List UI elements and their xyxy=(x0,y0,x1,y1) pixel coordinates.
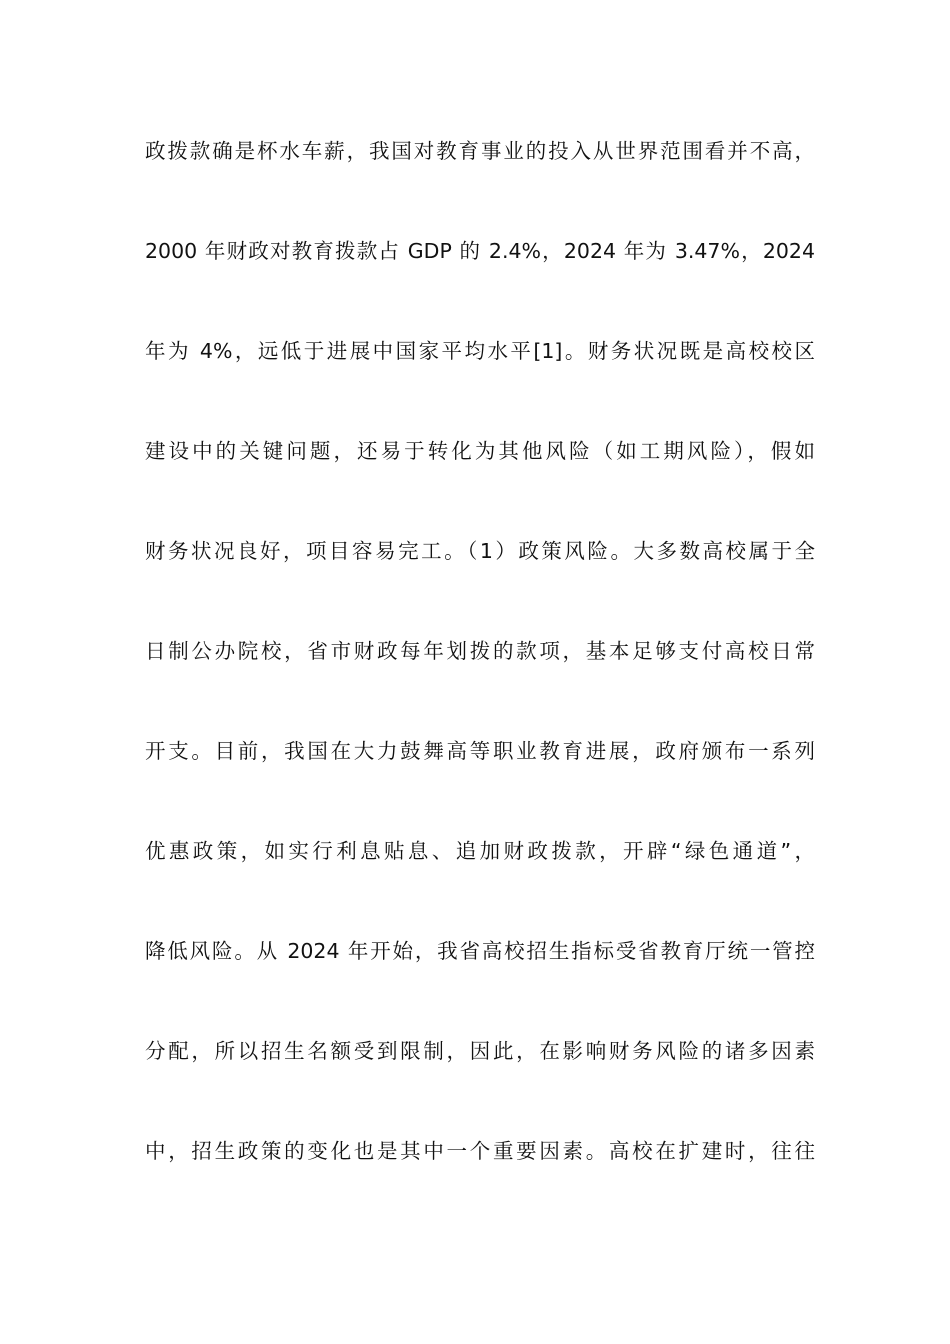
text-line-9: 降低风险。从 2024 年开始，我省高校招生指标受省教育厅统一管控 xyxy=(145,939,815,963)
text-line-1: 政拨款确是杯水车薪，我国对教育事业的投入从世界范围看并不高， xyxy=(145,139,815,163)
text-line-7: 开支。目前，我国在大力鼓舞高等职业教育进展，政府颁布一系列 xyxy=(145,739,815,763)
text-line-11: 中，招生政策的变化也是其中一个重要因素。高校在扩建时，往往 xyxy=(145,1139,815,1163)
text-line-8: 优惠政策，如实行利息贴息、追加财政拨款，开辟“绿色通道”， xyxy=(145,839,815,863)
body-paragraph xyxy=(145,129,815,1229)
text-line-10: 分配，所以招生名额受到限制，因此，在影响财务风险的诸多因素 xyxy=(145,1039,815,1063)
text-line-6: 日制公办院校，省市财政每年划拨的款项，基本足够支付高校日常 xyxy=(145,639,815,663)
text-line-5: 财务状况良好，项目容易完工。（1）政策风险。大多数高校属于全 xyxy=(145,539,815,563)
text-line-4: 建设中的关键问题，还易于转化为其他风险（如工期风险），假如 xyxy=(145,439,815,463)
text-line-2: 2000 年财政对教育拨款占 GDP 的 2.4%，2024 年为 3.47%，2024 xyxy=(145,239,815,263)
text-line-3: 年为 4%，远低于进展中国家平均水平[1]。财务状况既是高校校区 xyxy=(145,339,815,363)
